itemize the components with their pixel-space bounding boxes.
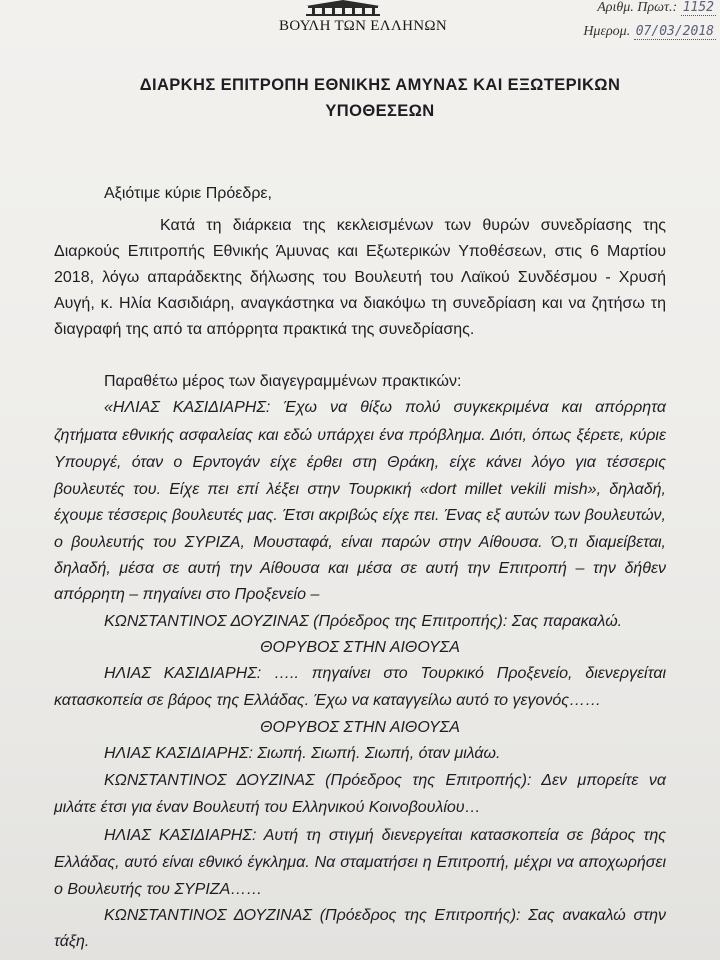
transcript-line: ζητήματα εθνικής ασφαλείας και εδώ υπάρχει ένα πρόβλημα. Διότι, όπως ξέρετε, κύριε [54, 427, 666, 444]
transcript-line: ΗΛΙΑΣ ΚΑΣΙΔΙΑΡΗΣ: Σιωπή. Σιωπή. Σιωπή, όταν μιλάω. [104, 745, 501, 762]
transcript-line: κατασκοπεία σε βάρος της Ελλάδας. Έχω να καταγγείλω αυτό το γεγονός…… [54, 692, 602, 709]
date-stamp [583, 24, 716, 40]
transcript-line: ο βουλευτής του ΣΥΡΙΖΑ, Μουσταφά, είναι παρών στην Αίθουσα. Ό,τι διαμείβεται, [54, 534, 666, 551]
transcript-intro: Παραθέτω μέρος των διαγεγραμμένων πρακτικών: [104, 373, 462, 390]
parliament-emblem-icon [300, 0, 386, 16]
transcript-line: ΗΛΙΑΣ ΚΑΣΙΔΙΑΡΗΣ: ….. πηγαίνει στο Τουρκικό Προξενείο, διενεργείται [104, 665, 666, 682]
committee-title-line-2: ΥΠΟΘΕΣΕΩΝ [325, 102, 435, 120]
date-label: Ημερομ. [583, 24, 631, 39]
transcript-line: μιλάτε έτσι για έναν Βουλευτή του Ελληνικού Κοινοβουλίου… [54, 799, 481, 816]
transcript-line: «ΗΛΙΑΣ ΚΑΣΙΔΙΑΡΗΣ: Έχω να θίξω πολύ συγκεκριμένα και απόρρητα [104, 399, 666, 416]
transcript-line: βουλευτές του. Είχε πει επί λέξει στην Τουρκική «dort millet vekili mish», δηλαδή, [54, 481, 666, 498]
salutation: Αξιότιμε κύριε Πρόεδρε, [104, 185, 272, 202]
paragraph-line: Διαρκούς Επιτροπής Εθνικής Άμυνας και Εξωτερικών Υποθέσεων, στις 6 Μαρτίου [54, 243, 666, 260]
transcript-line: ο Βουλευτής του ΣΥΡΙΖΑ…… [54, 881, 263, 898]
protocol-value: 1152 [682, 0, 714, 15]
paragraph-line: 2018, λόγω απαράδεκτης δήλωσης του Βουλευτή του Λαϊκού Συνδέσμου - Χρυσή [54, 269, 666, 286]
protocol-label: Αριθμ. Πρωτ.: [597, 0, 678, 15]
transcript-line: ΚΩΝΣΤΑΝΤΙΝΟΣ ΔΟΥΖΙΝΑΣ (Πρόεδρος της Επιτροπής): Σας παρακαλώ. [104, 613, 623, 630]
protocol-number-stamp [597, 0, 716, 16]
transcript-line: απόρρητη – πηγαίνει στο Προξενείο – [54, 586, 320, 603]
paragraph-line: διαγραφή της από τα απόρρητα πρακτικά της συνεδρίασης. [54, 321, 475, 338]
transcript-stage-note: ΘΟΡΥΒΟΣ ΣΤΗΝ ΑΙΘΟΥΣΑ [260, 639, 460, 656]
transcript-line: Ελλάδας, αυτό είναι εθνικό έγκλημα. Να σταματήσει η Επιτροπή, μέχρι να αποχωρήσει [54, 854, 666, 871]
transcript-line: έχουμε τέσσερις βουλευτές μας. Έτσι ακριβώς είχε πει. Ένας εξ αυτών των βουλευτών, [54, 507, 666, 524]
transcript-line: τάξη. [54, 933, 90, 950]
transcript-line: ΚΩΝΣΤΑΝΤΙΝΟΣ ΔΟΥΖΙΝΑΣ (Πρόεδρος της Επιτροπής): Σας ανακαλώ στην [104, 907, 666, 924]
transcript-line: ΚΩΝΣΤΑΝΤΙΝΟΣ ΔΟΥΖΙΝΑΣ (Πρόεδρος της Επιτροπής): Δεν μπορείτε να [104, 772, 666, 789]
paragraph-line: Αυγή, κ. Ηλία Κασιδιάρη, αναγκάστηκα να διακόψω τη συνεδρίαση και να ζητήσω τη [54, 295, 666, 312]
transcript-line: ΗΛΙΑΣ ΚΑΣΙΔΙΑΡΗΣ: Αυτή τη στιγμή διενεργείται κατασκοπεία σε βάρος της [104, 827, 666, 844]
transcript-line: δηλαδή, μέσα σε αυτή την Αίθουσα και μέσα σε αυτή την Επιτροπή – την δήθεν [54, 560, 666, 577]
committee-title-line-1: ΔΙΑΡΚΗΣ ΕΠΙΤΡΟΠΗ ΕΘΝΙΚΗΣ ΑΜΥΝΑΣ ΚΑΙ ΕΞΩΤΕΡΙΚΩΝ [139, 76, 621, 94]
date-value: 07/03/2018 [635, 24, 714, 39]
transcript-line: Υπουργέ, όταν ο Ερντογάν είχε έρθει στη Θράκη, είχε κάνει λόγο για τέσσερις [54, 454, 666, 471]
transcript-stage-note: ΘΟΡΥΒΟΣ ΣΤΗΝ ΑΙΘΟΥΣΑ [260, 719, 460, 736]
parliament-name: ΒΟΥΛΗ ΤΩΝ ΕΛΛΗΝΩΝ [279, 18, 447, 34]
paragraph-line: Κατά τη διάρκεια της κεκλεισμένων των θυρών συνεδρίασης της [160, 217, 666, 234]
